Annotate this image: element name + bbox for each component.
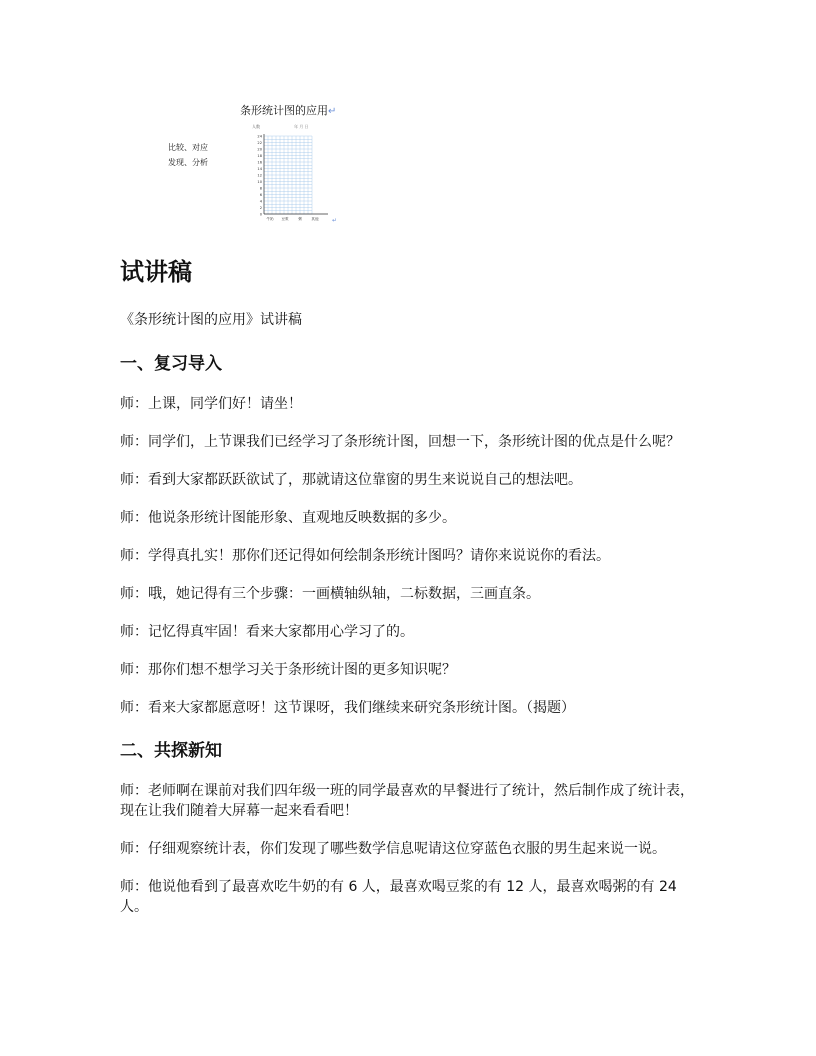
x-tick-label: 粥 xyxy=(298,217,302,221)
paragraph: 师：上课，同学们好！请坐！ xyxy=(120,396,302,412)
y-tick-label: 8 xyxy=(259,186,262,191)
paragraph: 师：仔细观察统计表，你们发现了哪些数学信息呢请这位穿蓝色衣服的男生起来说一说。 xyxy=(120,841,666,857)
paragraph: 师：他说他看到了最喜欢吃牛奶的有 6 人，最喜欢喝豆浆的有 12 人，最喜欢喝粥的有 24 人。 xyxy=(120,879,677,915)
figure-title-text: 条形统计图的应用 xyxy=(240,104,328,117)
section-heading-explore: 二、共探新知 xyxy=(120,741,222,761)
paragraph: 师：老师啊在课前对我们四年级一班的同学最喜欢的早餐进行了统计，然后制作成了统计表，现在让我们随着大屏幕一起来看看吧！ xyxy=(120,783,694,819)
document-body xyxy=(120,252,700,935)
axis-return-mark-icon: ↵ xyxy=(332,217,338,222)
y-tick-label: 18 xyxy=(257,153,262,158)
paragraph: 师：他说条形统计图能形象、直观地反映数据的多少。 xyxy=(120,510,456,526)
y-tick-label: 6 xyxy=(259,192,262,197)
y-tick-label: 20 xyxy=(257,147,262,152)
side-label-compare: 比较、对应 xyxy=(168,143,208,152)
y-tick-label: 0 xyxy=(259,212,262,217)
y-tick-label: 24 xyxy=(257,134,262,139)
paragraph: 师：记忆得真牢固！看来大家都用心学习了的。 xyxy=(120,624,414,640)
paragraph: 师：看到大家都跃跃欲试了，那就请这位靠窗的男生来说说自己的想法吧。 xyxy=(120,472,582,488)
y-tick-label: 14 xyxy=(257,166,262,171)
section-heading-review: 一、复习导入 xyxy=(120,354,222,374)
y-unit-label: 人数 xyxy=(252,124,260,129)
paragraph: 师：看来大家都愿意呀！这节课呀，我们继续来研究条形统计图。（揭题） xyxy=(120,700,575,716)
y-tick-label: 2 xyxy=(259,205,262,210)
slide-figure xyxy=(120,98,350,228)
return-mark-icon: ↵ xyxy=(328,106,337,117)
y-tick-label: 4 xyxy=(259,199,262,204)
paragraph: 师：同学们，上节课我们已经学习了条形统计图，回想一下，条形统计图的优点是什么呢？ xyxy=(120,434,680,450)
figure-title xyxy=(240,102,336,118)
bar-chart-grid xyxy=(250,120,350,222)
side-label-analyze: 发现、分析 xyxy=(168,158,208,167)
document-title: 试讲稿 xyxy=(120,258,192,286)
y-tick-label: 16 xyxy=(257,160,262,165)
y-tick-label: 10 xyxy=(257,179,262,184)
x-tick-label: 其他 xyxy=(311,217,319,221)
x-tick-label: 豆浆 xyxy=(281,217,289,221)
x-tick-label: 牛奶 xyxy=(266,217,274,221)
y-tick-label: 12 xyxy=(257,173,262,178)
document-subtitle: 《条形统计图的应用》试讲稿 xyxy=(120,312,302,328)
y-tick-label: 22 xyxy=(257,140,262,145)
paragraph: 师：那你们想不想学习关于条形统计图的更多知识呢？ xyxy=(120,662,456,678)
side-labels xyxy=(168,140,208,170)
paragraph: 师：哦，她记得有三个步骤：一画横轴纵轴，二标数据，三画直条。 xyxy=(120,586,540,602)
paragraph: 师：学得真扎实！那你们还记得如何绘制条形统计图吗？请你来说说你的看法。 xyxy=(120,548,610,564)
legend-hint: 年 月 日 xyxy=(294,124,309,129)
